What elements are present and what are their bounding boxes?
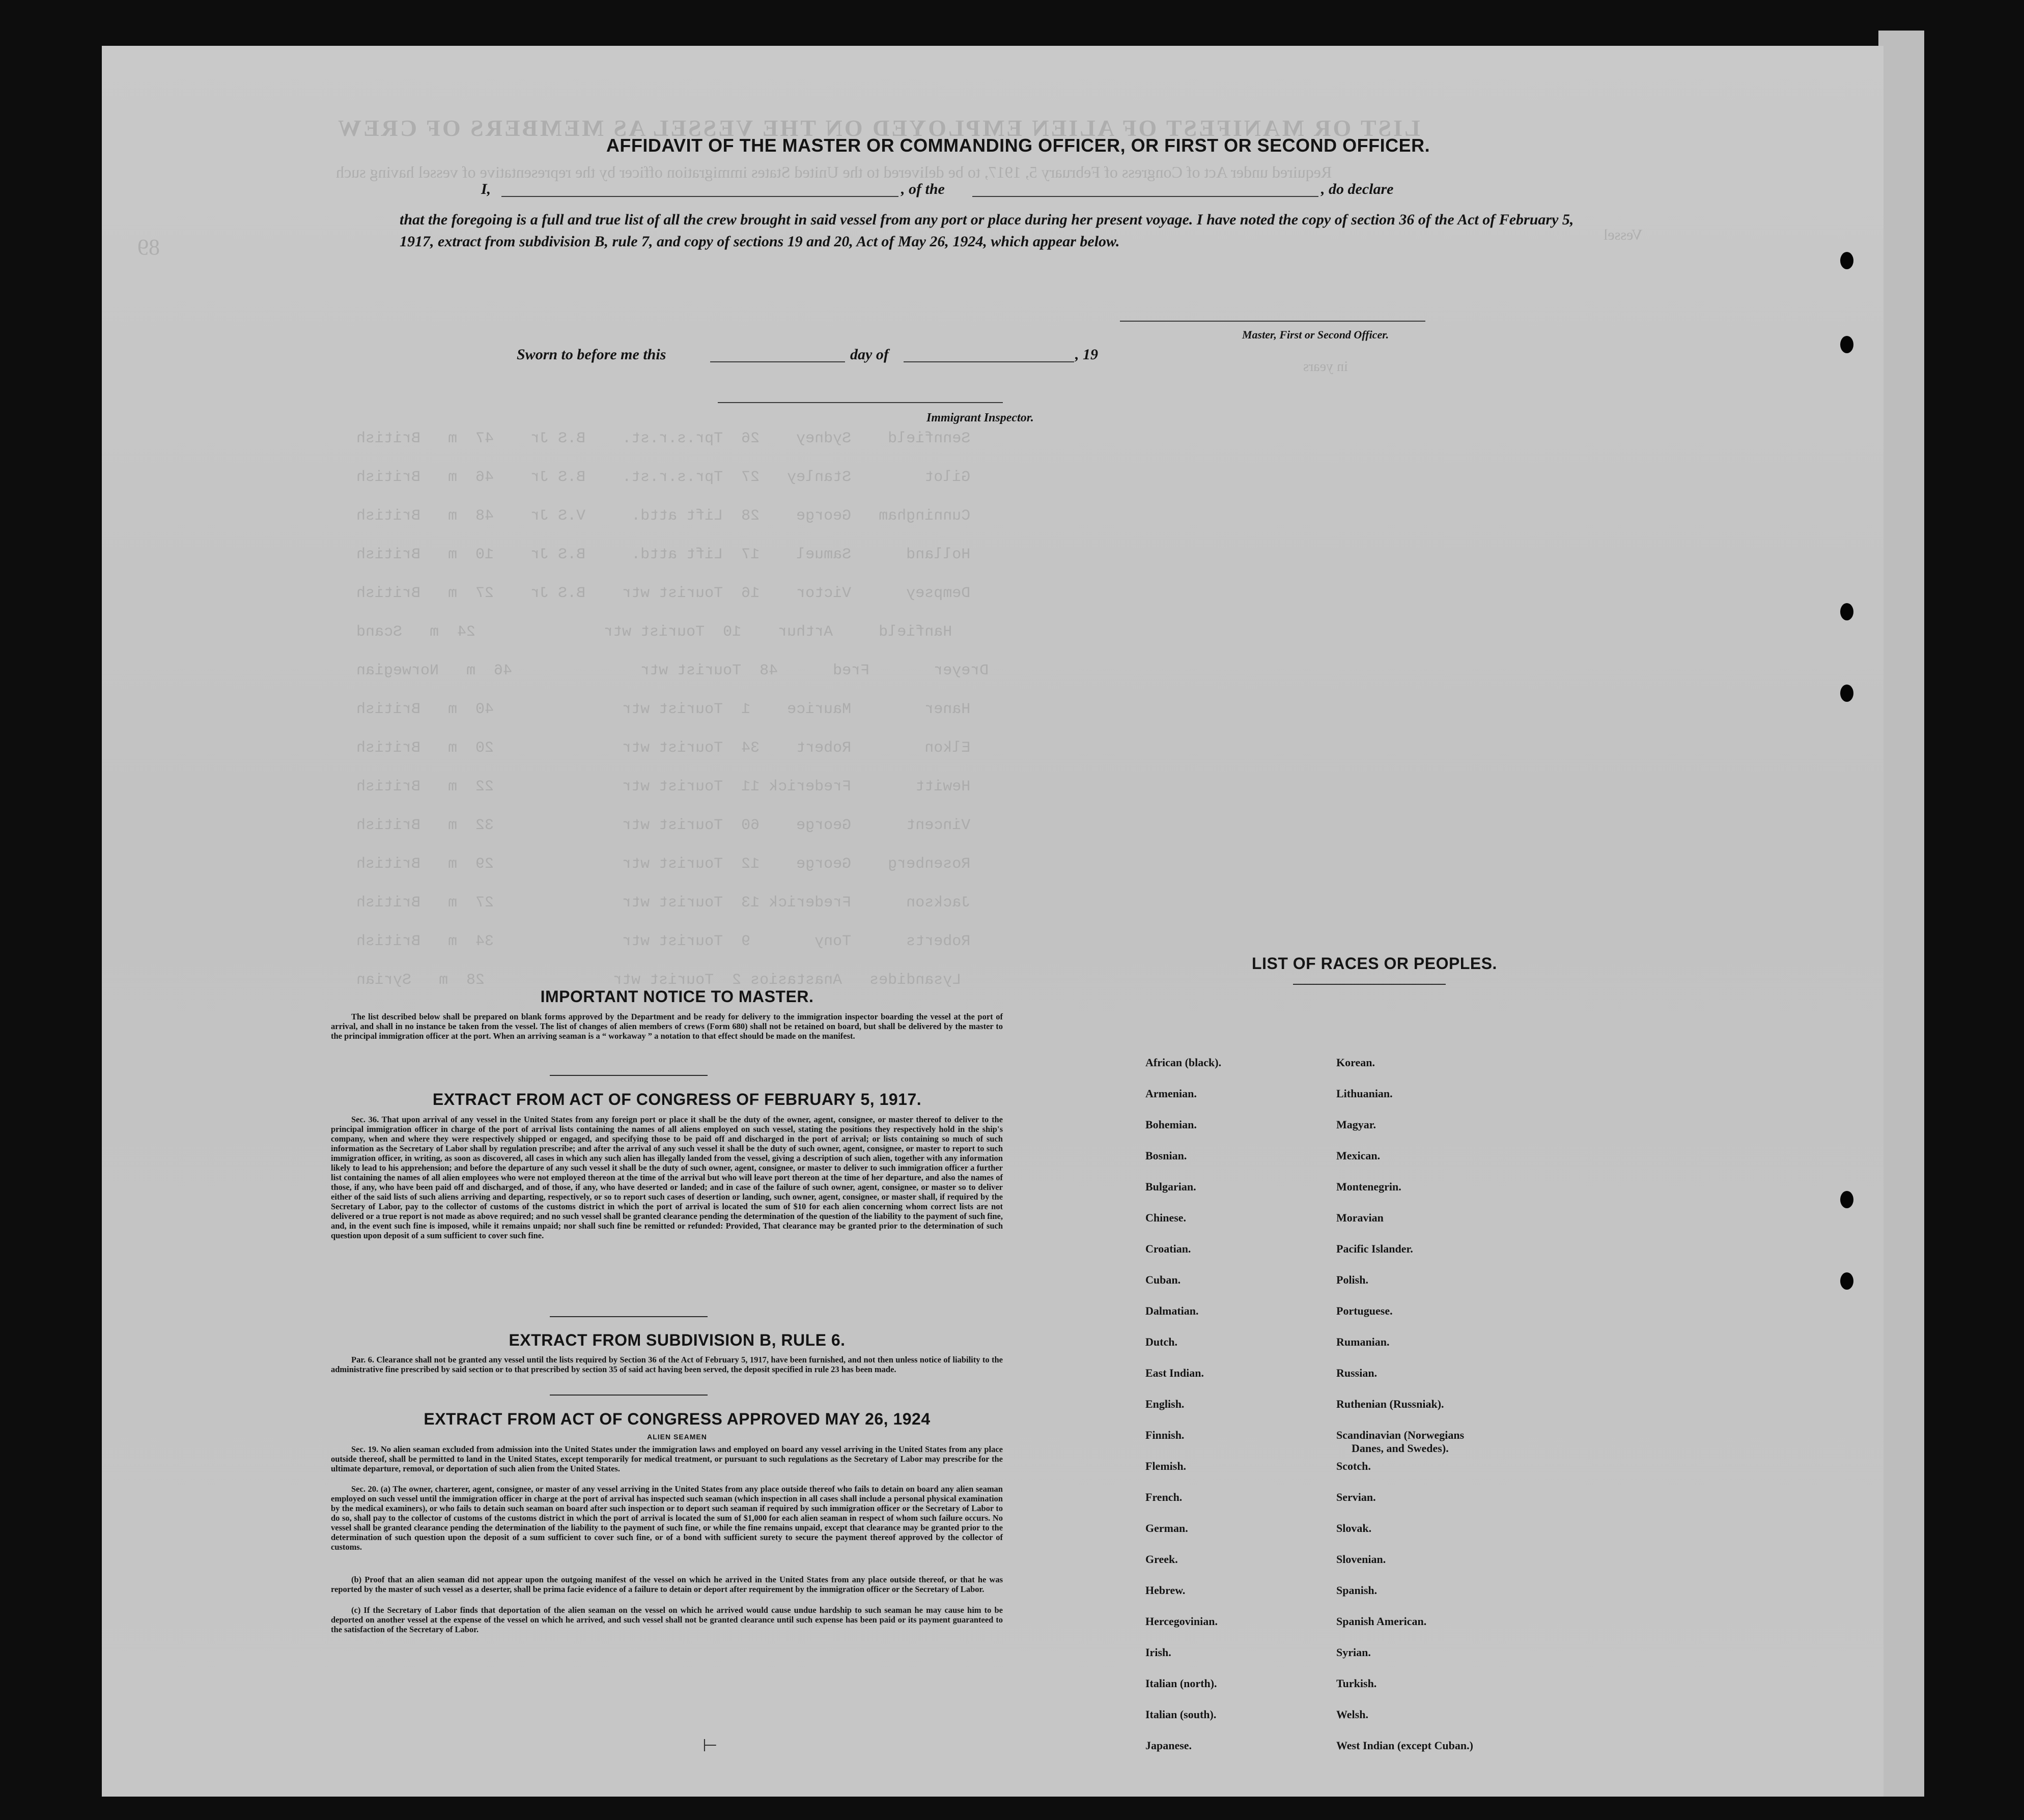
section-divider (550, 1395, 708, 1396)
ghost-crew-row: Elkon Robert 34 Tourist wtr 20 m British (356, 740, 971, 757)
race-entry: Russian. (1336, 1367, 1378, 1379)
race-entry: Cuban. (1145, 1273, 1181, 1286)
ghost-list-title: LIST OR MANIFEST OF ALIEN EMPLOYED ON THE VESSEL AS MEMBERS OF CREW (336, 115, 1420, 141)
vessel-name-blank (972, 196, 1318, 197)
race-entry: Bohemian. (1145, 1118, 1197, 1131)
extract-rule6-text: Par. 6. Clearance shall not be granted any vessel until the lists required by Section 36 of the Act of February 5, 1917, have been furnished, and not then unless notice of liability to the administrative fine prescribed by said section or to that prescribed by section 35 of said act having been served, the deposit specified in rule 23 has been made. (331, 1355, 1003, 1374)
race-entry: Dalmatian. (1145, 1304, 1199, 1317)
race-entry: Magyar. (1336, 1118, 1376, 1131)
ghost-crew-row: Vincent George 60 Tourist wtr 32 m British (356, 817, 971, 834)
binder-hole (1840, 685, 1853, 702)
race-entry: Montenegrin. (1336, 1180, 1401, 1193)
extract-rule6-title: EXTRACT FROM SUBDIVISION B, RULE 6. (509, 1331, 846, 1349)
ghost-crew-row: Dreyer Fred 48 Tourist wtr 46 m Norwegian (356, 662, 989, 679)
alien-seamen-subheading: ALIEN SEAMEN (647, 1433, 707, 1441)
declare-i: I, (481, 181, 491, 197)
declare-of-the: , of the (901, 181, 945, 197)
race-entry: Hercegovinian. (1145, 1615, 1218, 1628)
extract-1917-text: Sec. 36. That upon arrival of any vessel in the United States from any foreign port or place it shall be the duty of the owner, agent, consignee, or master thereof to deliver to the principal immigration officer in charge of the port of arrival lists containing the names of all aliens employed on such vessel, stating the positions they respectively hold in the ship's company, when and where they were respectively shipped or engaged, and specifying those to be paid off and discharged in the port of arrival; or lists containing so much of such information as the Secretary of Labor shall by regulation prescribe; and after the arrival of any such vessel it shall be the duty of such owner, agent, consignee, or master to report to such immigration officer, in writing, as soon as discovered, all cases in which any such alien has illegally landed from the vessel, giving a description of such alien, together with any information likely to lead to his apprehension; and before the departure of any such vessel it shall be the duty of such owner, agent, consignee, or master to deliver to such immigration officer a further list containing the names of all alien employees who were not employed thereon at the time of the arrival but who will leave port thereon at the time of her departure, and also the names of those, if any, who have been paid off and discharged, and of those, if any, who have deserted or landed; and in case of the failure of such owner, agent, consignee, or master so to deliver either of the said lists of such aliens arriving and departing, respectively, or so to report such cases of desertion or landing, such owner, agent, consignee, or master shall, if required by the Secretary of Labor, pay to the collector of customs of the customs district in which the port of arrival is located the sum of $10 for each alien concerning whom correct lists are not delivered or a true report is not made as above required; and no such vessel shall be granted clearance pending the determination of the question of the liability to the payment of such fine, and, in the event such fine is imposed, while it remains unpaid; nor shall such fine be remitted or refunded: Provided, That clearance may be granted prior to the determination of such question upon deposit of a sum sufficient to cover such fine. (331, 1115, 1003, 1240)
race-entry: Greek. (1145, 1553, 1178, 1566)
race-entry: Spanish. (1336, 1584, 1378, 1597)
race-entry: West Indian (except Cuban.) (1336, 1739, 1473, 1752)
ghost-crew-row: Dempsey Victor 16 Tourist wtr B.S Jr 27 m British (356, 585, 971, 602)
declare-do-declare: , do declare (1321, 181, 1394, 197)
race-entry: Armenian. (1145, 1087, 1197, 1100)
inspector-signature-blank (718, 402, 1003, 403)
race-entry: Lithuanian. (1336, 1087, 1393, 1100)
race-entry: Croatian. (1145, 1242, 1191, 1255)
race-entry: Spanish American. (1336, 1615, 1427, 1628)
race-entry: Dutch. (1145, 1335, 1177, 1348)
extract-1924-sec20c: (c) If the Secretary of Labor finds that deportation of the alien seaman on the vessel on which he arrived would cause undue hardship to such seaman he may cause him to be deported on another vessel at the expense of the vessel on which he arrived, and such vessel shall not be granted clearance until such expense has been paid or its payment guaranteed to the satisfaction of the Secretary of Labor. (331, 1605, 1003, 1634)
race-entry: Moravian (1336, 1211, 1384, 1224)
ghost-crew-row: Sennfield Sydney 26 Tpr.s.r.st. B.S Jr 47 m British (356, 430, 971, 447)
race-entry: Scandinavian (Norwegians (1336, 1429, 1465, 1441)
races-list-title: LIST OF RACES OR PEOPLES. (1252, 954, 1497, 973)
extract-1924-sec19: Sec. 19. No alien seaman excluded from admission into the United States under the immigration laws and employed on board any vessel arriving in the United States from any place outside thereof, shall be permitted to land in the United States, except temporarily for medical treatment, or pursuant to such regulations as the Secretary of Labor may prescribe for the ultimate departure, removal, or deportation of such alien from the United States. (331, 1444, 1003, 1473)
extract-1924-sec20a: Sec. 20. (a) The owner, charterer, agent, consignee, or master of any vessel arriving in the United States from any place outside thereof who fails to detain on board any alien seaman employed on such vessel until the immigration officer in charge at the port of arrival has inspected such seaman (which inspection in all cases shall include a personal physical examination by the medical examiners), or who fails to detain such seaman on board after such inspection or to deport such seaman if required by such immigration officer or the Secretary of Labor to do so, shall pay to the collector of customs of the customs district in which the port of arrival is located the sum of $1,000 for each alien seaman in respect of whom such failure occurs. No vessel shall be granted clearance pending the determination of the liability to the payment of such fine, or while the fine remains unpaid, except that clearance may be granted prior to the determination of such question upon the deposit of a sum sufficient to cover such fine, or of a bond with sufficient surety to secure the payment thereof approved by the collector of customs. (331, 1484, 1003, 1552)
scan-edge-strip (1878, 31, 1924, 1797)
race-entry: Syrian. (1336, 1646, 1371, 1659)
race-entry: Polish. (1336, 1273, 1368, 1286)
race-entry: Japanese. (1145, 1739, 1192, 1752)
race-entry: Slovak. (1336, 1522, 1372, 1534)
race-entry: Slovenian. (1336, 1553, 1386, 1566)
race-entry: Welsh. (1336, 1708, 1368, 1721)
race-entry: East Indian. (1145, 1367, 1204, 1379)
ghost-crew-row: Hewitt Frederick 11 Tourist wtr 22 m British (356, 778, 971, 795)
declarant-name-blank (501, 196, 898, 197)
ghost-crew-row: Jackson Frederick 13 Tourist wtr 27 m British (356, 894, 971, 912)
race-entry: African (black). (1145, 1056, 1222, 1069)
race-entry: English. (1145, 1398, 1185, 1410)
stamp-mark: ⊢ (702, 1737, 718, 1755)
ghost-crew-row: Haner Maurice 1 Tourist wtr 40 m British (356, 701, 971, 718)
races-divider (1293, 984, 1446, 985)
sworn-prefix: Sworn to before me this (517, 346, 666, 363)
ghost-crew-row: Roberts Tony 9 Tourist wtr 34 m British (356, 933, 971, 950)
race-entry: Danes, and Swedes). (1352, 1442, 1449, 1455)
ghost-crew-row: Rosenberg George 12 Tourist wtr 29 m British (356, 856, 971, 873)
binder-hole (1840, 1191, 1853, 1208)
ghost-crew-row: Cunningham George 28 Lift attd. V.S Jr 48 m British (356, 507, 971, 525)
race-entry: Portuguese. (1336, 1304, 1393, 1317)
binder-hole (1840, 336, 1853, 353)
affidavit-statement: that the foregoing is a full and true list of all the crew brought in said vessel from any port or place during her present voyage. I have noted the copy of section 36 of the Act of February 5, 1917, extract from subdivision B, rule 7, and copy of sections 19 and 20, Act of May 26, 1924, which appear below. (400, 211, 1574, 250)
ghost-crew-row: Gilot Stanley 27 Tpr.s.r.st. B.S Jr 46 m British (356, 469, 971, 486)
inspector-label: Immigrant Inspector. (926, 411, 1034, 424)
race-entry: Bosnian. (1145, 1149, 1187, 1162)
extract-1924-title: EXTRACT FROM ACT OF CONGRESS APPROVED MAY 26, 1924 (424, 1410, 931, 1428)
binder-hole (1840, 603, 1853, 620)
sworn-day-of: day of (850, 346, 889, 363)
sworn-day-blank (710, 361, 845, 362)
important-notice-title: IMPORTANT NOTICE TO MASTER. (540, 987, 814, 1006)
ghost-years-label: in years (1303, 359, 1348, 375)
race-entry: Irish. (1145, 1646, 1171, 1659)
race-entry: Bulgarian. (1145, 1180, 1196, 1193)
race-entry: Ruthenian (Russniak). (1336, 1398, 1444, 1410)
race-entry: Pacific Islander. (1336, 1242, 1413, 1255)
affidavit-title: AFFIDAVIT OF THE MASTER OR COMMANDING OFFICER, OR FIRST OR SECOND OFFICER. (606, 135, 1430, 156)
signature-blank (1120, 321, 1425, 322)
binder-hole (1840, 1272, 1853, 1290)
race-entry: Flemish. (1145, 1460, 1187, 1472)
race-entry: Chinese. (1145, 1211, 1187, 1224)
race-entry: French. (1145, 1491, 1183, 1503)
ghost-vessel-label: Vessel (1604, 226, 1643, 243)
ghost-crew-row: Holland Samuel 17 Lift attd. B.S Jr 10 m British (356, 546, 971, 563)
race-entry: German. (1145, 1522, 1188, 1534)
race-entry: Turkish. (1336, 1677, 1377, 1690)
ghost-crew-row: Hanfield Arthur 10 Tourist wtr 24 m Scand (356, 623, 952, 641)
race-entry: Italian (north). (1145, 1677, 1217, 1690)
sworn-year: , 19 (1075, 346, 1098, 363)
race-entry: Italian (south). (1145, 1708, 1217, 1721)
sworn-month-blank (904, 361, 1074, 362)
section-divider (550, 1316, 708, 1317)
ghost-crew-row: Lysandides Anastasios 2 Tourist wtr 28 m Syrian (356, 972, 962, 989)
document-page (102, 46, 1884, 1797)
race-entry: Korean. (1336, 1056, 1375, 1069)
extract-1924-sec20b: (b) Proof that an alien seaman did not appear upon the outgoing manifest of the vessel on which he arrived in the United States from any place outside thereof, or that he was reported by the master of such vessel as a deserter, shall be prima facie evidence of a failure to detain or deport after requirement by the immigration officer or the Secretary of Labor. (331, 1575, 1003, 1594)
binder-hole (1840, 252, 1853, 269)
ghost-page-number: 89 (137, 235, 160, 260)
signature-label: Master, First or Second Officer. (1242, 328, 1389, 341)
ghost-subtitle: Required under Act of Congress of February 5, 1917, to be delivered to the United States immigration officer by the representative of vessel having such (336, 163, 1332, 181)
section-divider (550, 1075, 708, 1076)
race-entry: Scotch. (1336, 1460, 1371, 1472)
race-entry: Mexican. (1336, 1149, 1381, 1162)
race-entry: Hebrew. (1145, 1584, 1186, 1597)
race-entry: Rumanian. (1336, 1335, 1390, 1348)
race-entry: Finnish. (1145, 1429, 1185, 1441)
race-entry: Servian. (1336, 1491, 1376, 1503)
important-notice-text: The list described below shall be prepared on blank forms approved by the Department and be ready for delivery to the immigration inspector boarding the vessel at the port of arrival, and shall in no instance be taken from the vessel. The list of changes of alien members of crews (Form 680) shall not be retained on board, but shall be delivered by the master to the principal immigration officer at the port. When an arriving seaman is a “ workaway ” a notation to that effect should be made on the manifest. (331, 1012, 1003, 1041)
extract-1917-title: EXTRACT FROM ACT OF CONGRESS OF FEBRUARY 5, 1917. (432, 1090, 922, 1108)
